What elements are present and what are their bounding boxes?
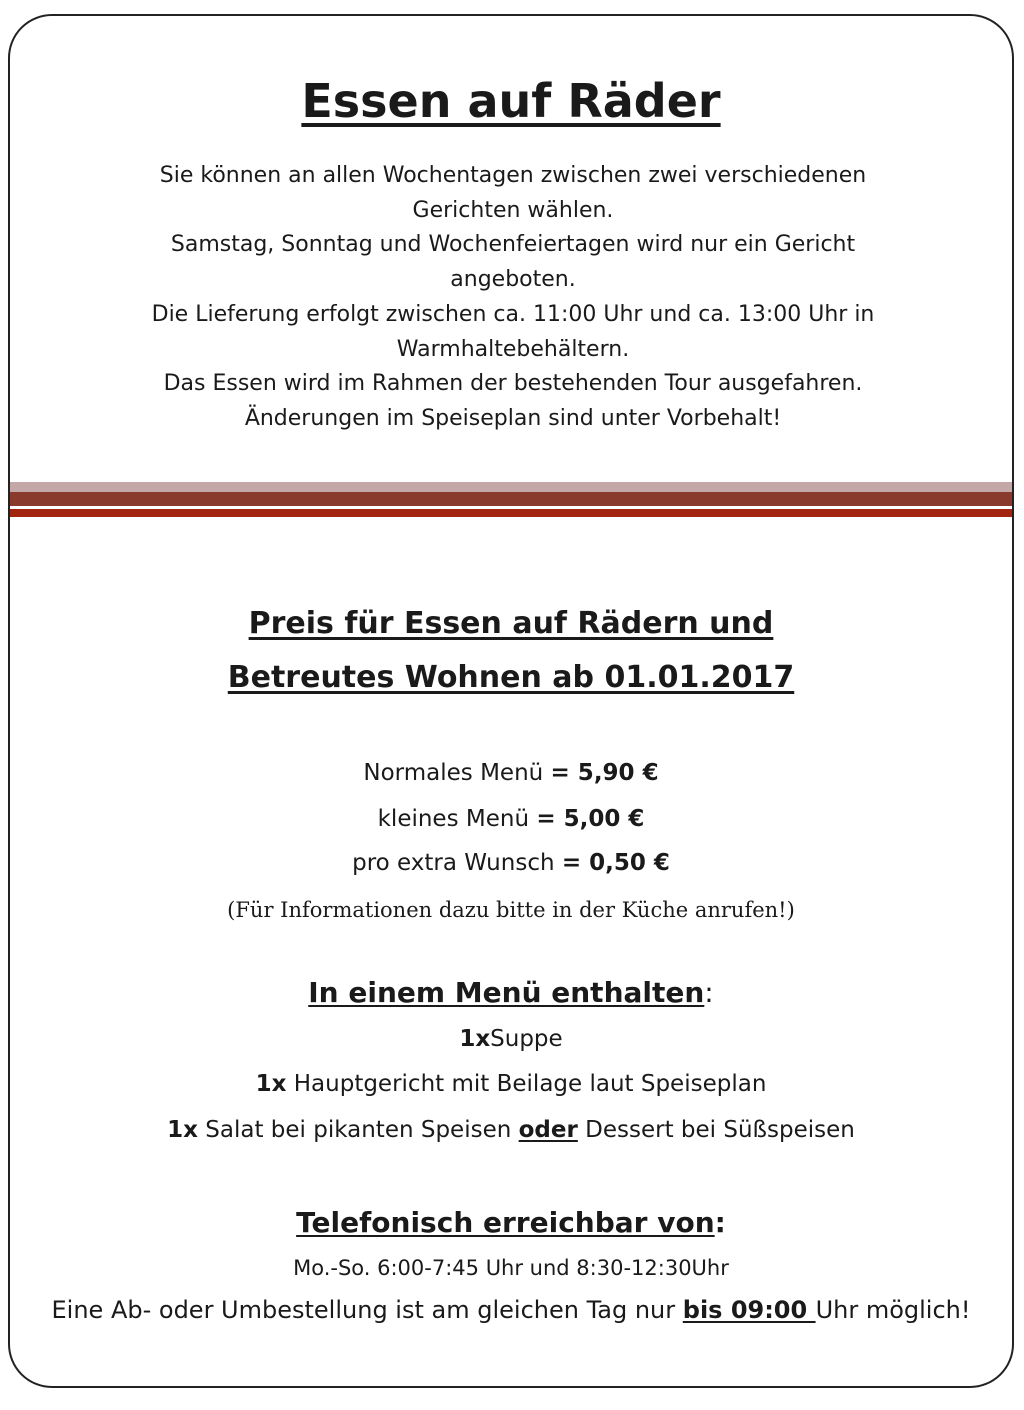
menu-item-text: Dessert bei Süßspeisen — [577, 1117, 855, 1143]
intro-line: Sie können an allen Wochentagen zwischen zwei verschiedenen — [159, 163, 867, 188]
order-note-text: Eine Ab- oder Umbestellung ist am gleichen Tag nur — [51, 1296, 683, 1324]
price-label: kleines Menü — [377, 806, 537, 832]
menu-item-qty: 1x — [255, 1071, 287, 1097]
menu-item-text: Hauptgericht mit Beilage laut Speiseplan — [286, 1071, 767, 1097]
divider-bar-light — [10, 482, 1012, 492]
price-label: Normales Menü — [363, 760, 551, 786]
intro-line: Samstag, Sonntag und Wochenfeiertagen wird nur ein Gericht — [170, 232, 856, 258]
divider-band — [10, 482, 1012, 517]
order-note-deadline: bis 09:00 — [682, 1296, 816, 1324]
price-small — [10, 806, 1012, 832]
phone-hours: Mo.-So. 6:00-7:45 Uhr und 8:30-12:30Uhr — [293, 1256, 729, 1280]
intro-line: Das Essen wird im Rahmen der bestehenden Tour ausgefahren. — [163, 371, 863, 397]
intro-line: Warmhaltebehältern. — [396, 336, 630, 362]
menu-item-qty: 1x — [167, 1117, 198, 1143]
intro-line: Änderungen im Speiseplan sind unter Vorbehalt! — [244, 405, 782, 431]
divider-bar-red — [10, 509, 1012, 517]
price-label: pro extra Wunsch — [352, 850, 562, 876]
intro-line: Die Lieferung erfolgt zwischen ca. 11:00 Uhr und ca. 13:00 Uhr in — [151, 301, 875, 327]
intro-text — [70, 159, 956, 437]
price-value: = 0,50 € — [561, 850, 670, 876]
menu-item-qty: 1x — [459, 1026, 491, 1052]
price-heading-line1: Preis für Essen auf Rädern und — [248, 606, 774, 641]
phone-heading-text: Telefonisch erreichbar von — [296, 1206, 715, 1239]
menu-item-text: Salat bei pikanten Speisen — [197, 1117, 519, 1143]
menu-heading-text: In einem Menü enthalten — [308, 976, 705, 1009]
phone-heading — [10, 1206, 1012, 1239]
price-note: (Für Informationen dazu bitte in der Küche anrufen!) — [227, 898, 795, 922]
divider-bar-dark — [10, 492, 1012, 506]
price-value: = 5,00 € — [536, 806, 645, 832]
page-title: Essen auf Räder — [301, 74, 721, 128]
intro-line: Gerichten wählen. — [412, 197, 614, 223]
menu-item-soup — [10, 1026, 1012, 1052]
phone-heading-colon: : — [714, 1206, 726, 1239]
menu-heading-colon: : — [704, 976, 714, 1009]
order-note — [10, 1296, 1012, 1324]
page-card — [8, 14, 1014, 1388]
menu-item-text: Suppe — [490, 1026, 563, 1052]
menu-item-main — [10, 1071, 1012, 1097]
menu-item-or: oder — [518, 1117, 578, 1143]
menu-heading — [10, 976, 1012, 1009]
price-normal — [10, 760, 1012, 786]
price-heading-line2: Betreutes Wohnen ab 01.01.2017 — [227, 660, 795, 695]
price-extra — [10, 850, 1012, 876]
menu-item-side — [10, 1117, 1012, 1143]
intro-line: angeboten. — [450, 267, 576, 293]
order-note-text: Uhr möglich! — [815, 1296, 971, 1324]
price-value: = 5,90 € — [550, 760, 659, 786]
